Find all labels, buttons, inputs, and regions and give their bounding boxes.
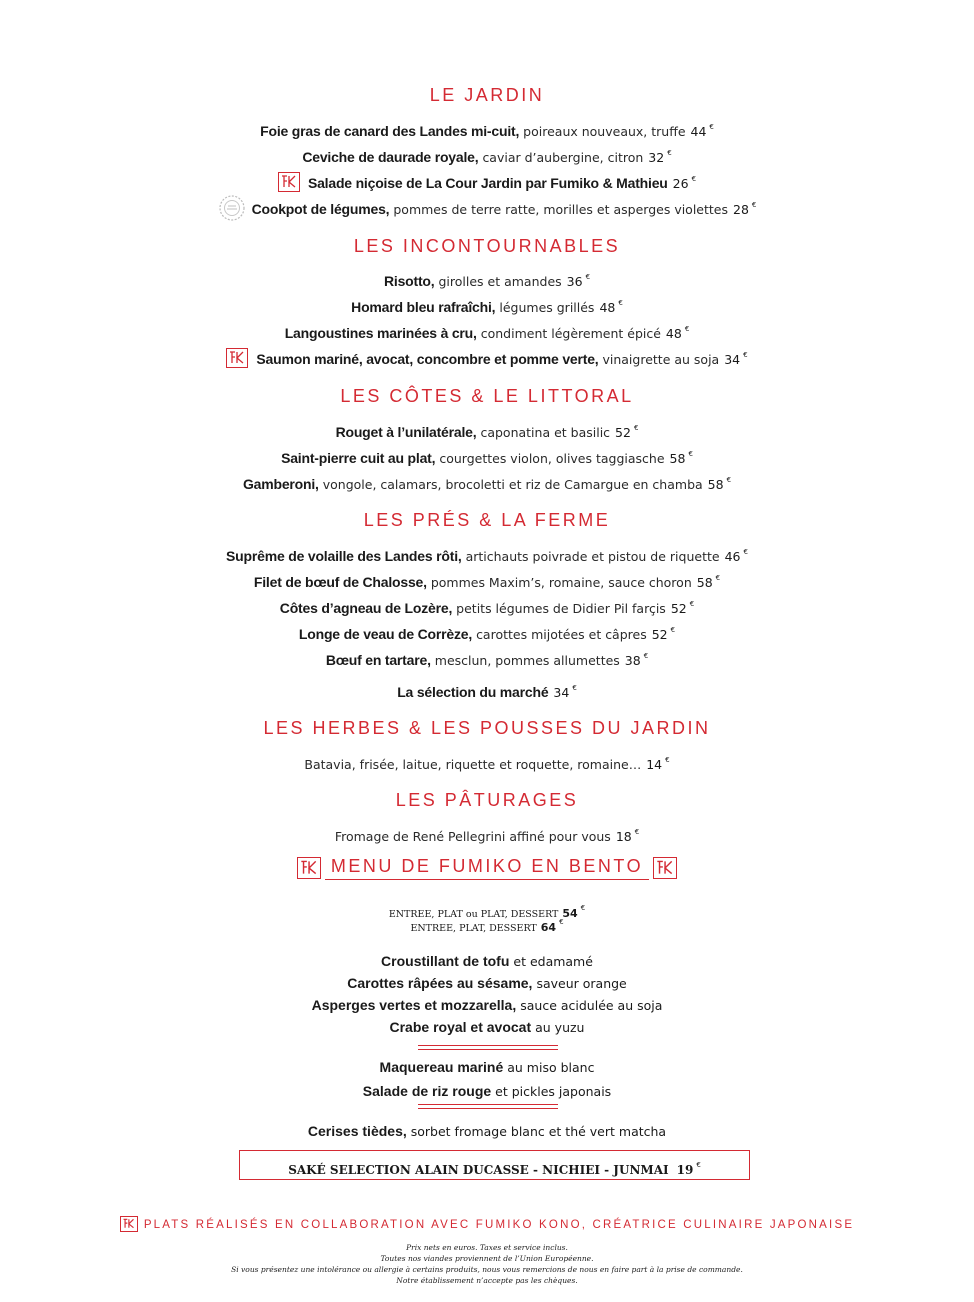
section-title-herbes-pousses: LES HERBES & LES POUSSES DU JARDIN [263,718,711,738]
bento-title-block [0,856,974,880]
dish-name: Asperges vertes et mozzarella, [311,997,517,1013]
dish-description: et edamamé [513,954,593,969]
fumiko-kono-logo-icon [278,172,300,192]
bento-starter [0,994,974,1017]
menu-item [0,266,974,293]
dish-price: 18 [615,829,632,844]
dish-description: vongole, calamars, brocoletti et riz de Camargue en chamba [322,477,703,492]
dish-price: 48 [665,326,682,341]
dish-name: Filet de bœuf de Chalosse, [253,574,427,590]
dish-price: 26 [672,176,689,191]
dish-price: 58 [707,477,724,492]
euro-sign: € [634,828,640,836]
dish-name: Carottes râpées au sésame, [347,975,533,991]
dish-name: Langoustines marinées à cru, [284,325,477,341]
euro-sign: € [572,684,577,692]
dish-description: saveur orange [536,976,627,991]
menu-item [0,292,974,319]
dish-description: poireaux nouveaux, truffe [523,124,686,139]
euro-sign: € [751,201,757,209]
dish-description: courgettes violon, olives taggiasche [439,451,665,466]
section-title-paturages: LES PÂTURAGES [395,790,579,810]
menu-item [0,443,974,470]
euro-sign: € [643,652,649,660]
bento-main [0,1056,974,1079]
dish-name: Ceviche de daurade royale, [302,149,479,165]
dish-description: caviar d’aubergine, citron [482,150,644,165]
bento-starter [0,1016,974,1039]
formula-price: 64 [540,921,557,934]
dish-description: girolles et amandes [438,274,562,289]
dish-price: 32 [648,150,665,165]
menu-item [0,142,974,169]
dish-price: 34 [553,685,570,700]
menu-item [0,567,974,594]
menu-item [0,318,974,345]
dish-price: 58 [696,575,713,590]
fine-print: Prix nets en euros. Taxes et service inclus. [406,1243,568,1252]
dish-name: Rouget à l’unilatérale, [335,424,477,440]
dish-name: Saumon mariné, avocat, concombre et pomme verte, [256,351,599,367]
fumiko-kono-logo-icon [226,348,248,368]
fine-print: Toutes nos viandes proviennent de l’Union Européenne. [380,1254,594,1263]
dish-price: 52 [615,425,631,440]
dish-description: artichauts poivrade et pistou de riquette [465,549,720,564]
euro-sign: € [696,1161,701,1169]
section-title-cotes-littoral: LES CÔTES & LE LITTORAL [340,386,634,406]
euro-sign: € [691,175,697,183]
menu-item [0,116,974,143]
euro-sign: € [633,424,639,432]
euro-sign: € [688,450,693,458]
dish-name: Homard bleu rafraîchi, [351,299,496,315]
dish-price: 36 [566,274,583,289]
euro-sign: € [585,273,591,281]
dish-description: Batavia, frisée, laitue, riquette et roquette, romaine… [304,757,642,772]
euro-sign: € [709,123,714,131]
double-divider-top [418,1045,558,1046]
euro-sign: € [618,299,623,307]
dish-name: Maquereau mariné [379,1059,504,1075]
euro-sign: € [689,600,695,608]
sake-price: 19 [676,1163,694,1177]
dish-price: 38 [624,653,641,668]
dish-name: Salade niçoise de La Cour Jardin par Fumiko & Mathieu [307,175,668,191]
dish-name: Foie gras de canard des Landes mi-cuit, [260,123,520,139]
dish-description: au yuzu [535,1020,585,1035]
collaboration-text: PLATS RÉALISÉS EN COLLABORATION AVEC FUMIKO KONO, CRÉATRICE CULINAIRE JAPONAISE [143,1219,855,1232]
dish-description: petits légumes de Didier Pil farçis [456,601,666,616]
dish-name: Crabe royal et avocat [389,1019,532,1035]
dish-name: Cookpot de légumes, [251,201,390,217]
dish-description: sauce acidulée au soja [520,998,663,1013]
bento-starter [0,972,974,995]
dish-name: Cerises tièdes, [307,1123,407,1139]
menu-item [0,469,974,496]
sake-label: SAKÉ SELECTION ALAIN DUCASSE - NICHIEI - JUNMAI [288,1163,669,1177]
bento-title: MENU DE FUMIKO EN BENTO [325,856,649,880]
dish-description: condiment légèrement épicé [480,326,661,341]
fumiko-kono-logo-icon [120,1216,138,1232]
dish-price: 52 [670,601,687,616]
euro-sign: € [670,626,676,634]
dish-price: 34 [724,352,741,367]
dish-name: Suprême de volaille des Landes rôti, [226,548,462,564]
dish-description: pommes de terre ratte, morilles et asperges violettes [393,202,729,217]
euro-sign: € [726,476,732,484]
section-title-incontournables: LES INCONTOURNABLES [353,236,621,256]
menu-item [0,541,974,568]
section-title-pres-ferme: LES PRÉS & LA FERME [363,510,611,530]
menu-item [0,645,974,672]
euro-sign: € [665,756,670,764]
euro-sign: € [559,918,564,926]
dish-description: vinaigrette au soja [602,352,720,367]
dish-description: légumes grillés [499,300,595,315]
dish-name: Risotto, [383,273,435,289]
dish-description: sorbet fromage blanc et thé vert matcha [410,1124,667,1139]
euro-sign: € [580,904,586,912]
dish-name: Longe de veau de Corrèze, [298,626,473,642]
dish-description: mesclun, pommes allumettes [434,653,620,668]
euro-sign: € [715,574,721,582]
dish-name: Bœuf en tartare, [325,652,431,668]
fumiko-kono-logo-icon [653,857,677,879]
dish-description: au miso blanc [507,1060,595,1075]
dish-price: 28 [733,202,749,217]
dish-description: pommes Maxim’s, romaine, sauce choron [430,575,692,590]
dish-name: Croustillant de tofu [381,953,510,969]
bento-starter [0,950,974,973]
bento-formula [0,915,974,936]
dish-description: Fromage de René Pellegrini affiné pour vous [334,829,611,844]
dish-name: Salade de riz rouge [362,1083,492,1099]
menu-item [0,821,974,848]
cookpot-badge-icon [218,194,246,222]
dish-description: carottes mijotées et câpres [476,627,647,642]
bento-dessert [0,1120,974,1143]
menu-item [0,677,974,704]
menu-item [0,344,974,371]
bento-main [0,1080,974,1103]
dish-name: Gamberoni, [242,476,319,492]
menu-item [0,194,974,224]
formula-price: 54 [562,907,578,920]
dish-name: Côtes d’agneau de Lozère, [279,600,453,616]
sake-box [239,1150,750,1180]
menu-item [0,593,974,620]
euro-sign: € [743,351,748,359]
euro-sign: € [684,325,690,333]
euro-sign: € [743,548,748,556]
formula-label: ENTREE, PLAT ou PLAT, DESSERT [388,909,559,920]
dish-price: 58 [669,451,686,466]
menu-item [0,417,974,444]
dish-description: caponatina et basilic [480,425,611,440]
dish-price: 46 [724,549,741,564]
double-divider-bottom [418,1108,558,1109]
section-title-jardin: LE JARDIN [429,85,545,105]
fine-print: Si vous présentez une intolérance ou allergie à certains produits, nous vous remercions de nous en faire part à la prise de commande. [231,1265,743,1274]
dish-name: Saint-pierre cuit au plat, [281,450,436,466]
menu-item [0,168,974,195]
dish-price: 48 [599,300,616,315]
double-divider-bottom [418,1049,558,1050]
dish-name: La sélection du marché [397,684,549,700]
fumiko-kono-logo-icon [297,857,321,879]
collaboration-note [0,1217,974,1233]
formula-label: ENTREE, PLAT, DESSERT [410,923,537,934]
dish-price: 44 [690,124,707,139]
double-divider-top [418,1104,558,1105]
menu-item [0,619,974,646]
dish-description: et pickles japonais [495,1084,612,1099]
dish-price: 14 [646,757,663,772]
euro-sign: € [667,149,672,157]
fine-print: Notre établissement n’accepte pas les chèques. [396,1276,578,1285]
menu-item [0,749,974,776]
dish-price: 52 [651,627,668,642]
